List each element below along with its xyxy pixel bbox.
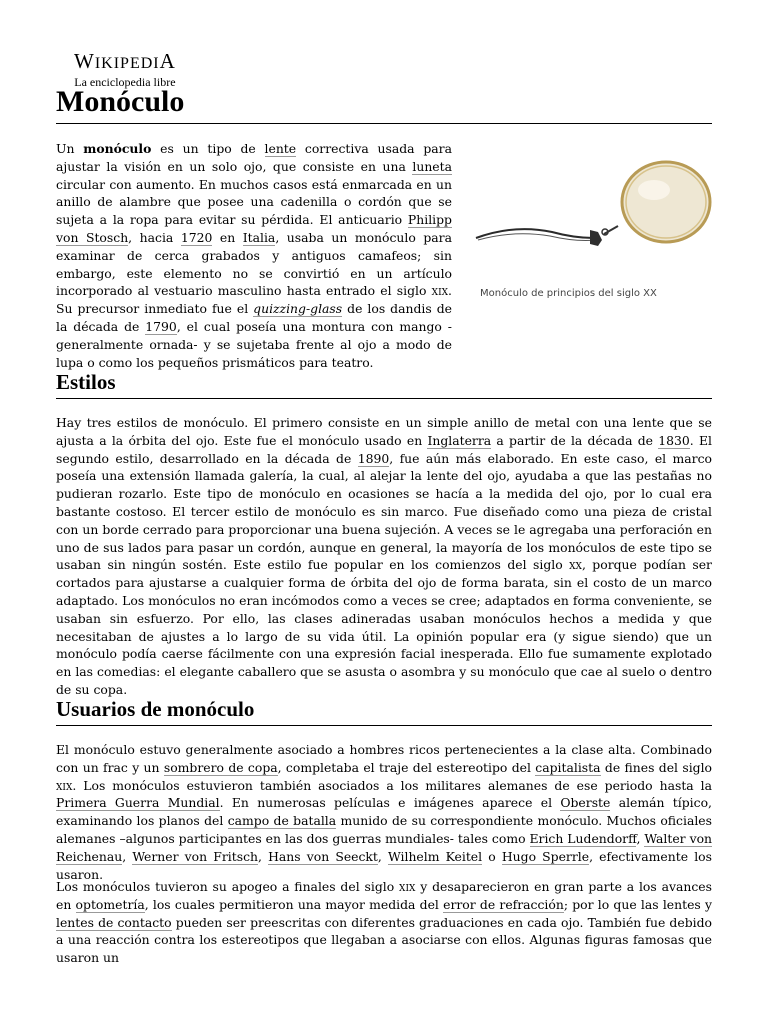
link-1890[interactable]: 1890 <box>357 450 390 466</box>
link-error-de-refraccion[interactable]: error de refracción <box>443 896 564 912</box>
estilos-paragraph: Hay tres estilos de monóculo. El primero consiste en un simple anillo de metal con una lente que se ajusta a la órbita del ojo. Este fue el monóculo usado en Inglaterra a partir de la década de 1830. El segundo estilo, desarrollado en la década de 1890, fue aún más elaborado. En este caso, el marco poseía una extensión llamada galería, la cual, al alejar la lente del ojo, ayudaba a que las pestañas no pudieran rozarlo. Este tipo de monóculo en ocasiones se hacía a la medida del ojo, por lo cual era bastante costoso. El tercer estilo de monóculo es sin marco. Fue diseñado como una pieza de cristal con un borde cerrado para proporcionar una buena sujeción. A veces se le agregaba una perforación en uno de sus lados para pasar un cordón, aunque en general, la mayoría de los monóculos de este tipo se usaban sin ningún sostén. Este estilo fue popular en los comienzos del siglo xx, porque podían ser cortados para ajustarse a cualquier forma de órbita del ojo de forma barata, sin el costo de un marco adaptado. Los monóculos no eran incómodos como a veces se cree; adaptados en forma conveniente, se usaban sin esfuerzo. Por ello, las clases adineradas usaban monóculos hechos a medida y que necesitaban de ajustes a lo largo de su vida útil. La opinión popular era (y sigue siendo) que un monóculo podía caerse fácilmente con una expresión facial inesperada. Ello fue sumamente explotado en las comedias: el elegante caballero que se asusta o asombra y su monóculo que cae al suelo o dentro de su copa. <box>56 415 713 697</box>
page-title: Monóculo <box>56 82 712 124</box>
link-walter-von-reichenau[interactable]: Walter von Reichenau <box>56 830 713 864</box>
section-heading-usuarios: Usuarios de monóculo <box>56 695 712 726</box>
link-hans-von-seeckt[interactable]: Hans von Seeckt <box>268 848 378 864</box>
link-werner-von-fritsch[interactable]: Werner von Fritsch <box>132 848 258 864</box>
link-campo-de-batalla[interactable]: campo de batalla <box>227 813 337 829</box>
section-heading-estilos: Estilos <box>56 368 712 399</box>
logo-tagline: La enciclopedia libre <box>74 75 176 89</box>
link-sombrero-de-copa[interactable]: sombrero de copa <box>163 759 278 775</box>
monocle-figure <box>474 160 712 299</box>
figure-caption: Monóculo de principios del siglo XX <box>480 288 657 299</box>
intro-paragraph: Un monóculo es un tipo de lente correctiva usada para ajustar la visión en un solo ojo, que consiste en una luneta circular con aumento. En muchos casos está enmarcada en un anillo de alambre que posee una cadenilla o cordón que se sujeta a la ropa para evitar su pérdida. El anticuario Philipp von Stosch, hacia 1720 en Italia, usaba un monóculo para examinar de cerca grabados y antiguos camafeos; sin embargo, este elemento no se convirtió en un artículo incorporado al vestuario masculino hasta entrado el siglo xix. Su precursor inmediato fue el quizzing-glass de los dandis de la década de 1790, el cual poseía una montura con mango -generalmente ornada- y se sujetaba frente al ojo a modo de lupa o como los pequeños prismáticos para teatro. <box>56 141 452 370</box>
logo-wordmark: WIKIPEDIA <box>74 49 176 73</box>
link-1790[interactable]: 1790 <box>145 318 177 334</box>
link-wilhelm-keitel[interactable]: Wilhelm Keitel <box>388 848 483 864</box>
link-primera-guerra-mundial[interactable]: Primera Guerra Mundial <box>56 795 220 811</box>
link-hugo-sperrle[interactable]: Hugo Sperrle <box>501 848 590 864</box>
usuarios-paragraph-1: El monóculo estuvo generalmente asociado a hombres ricos pertenecientes a la clase alta. Combinado con un frac y un sombrero de copa, completaba el traje del estereotipo del capitalista de fines del siglo xix. Los monóculos estuvieron también asociados a los militares alemanes de ese periodo hasta la Primera Guerra Mundial. En numerosas películas e imágenes aparece el Oberste alemán típico, examinando los planos del campo de batalla munido de su correspondiente monóculo. Muchos oficiales alemanes –algunos participantes en las dos guerras mundiales- tales como Erich Ludendorff, Walter von Reichenau, Werner von Fritsch, Hans von Seeckt, Wilhelm Keitel o Hugo Sperrle, efectivamente los usaron. <box>56 742 713 882</box>
link-1720[interactable]: 1720 <box>180 229 213 245</box>
link-optometria[interactable]: optometría <box>75 896 145 912</box>
monocle-image[interactable] <box>474 160 712 282</box>
term-bold: monóculo <box>83 141 152 156</box>
link-quizzing-glass[interactable]: quizzing-glass <box>253 301 343 317</box>
link-erich-ludendorff[interactable]: Erich Ludendorff <box>529 830 637 846</box>
link-capitalista[interactable]: capitalista <box>535 759 601 775</box>
link-lentes-de-contacto[interactable]: lentes de contacto <box>56 914 172 930</box>
usuarios-paragraph-2: Los monóculos tuvieron su apogeo a finales del siglo xix y desaparecieron en gran parte a los avances en optometría, los cuales permitieron una mayor medida del error de refracción; por lo que las lentes y lentes de contacto pueden ser preescritas con diferentes graduaciones en cada ojo. También fue debido a una reacción contra los estereotipos que llegaban a asociarse con ellos. Algunas figuras famosas que usaron un <box>56 879 712 966</box>
link-italia[interactable]: Italia <box>242 229 276 245</box>
link-lente[interactable]: lente <box>264 141 297 156</box>
link-1830[interactable]: 1830 <box>658 432 690 448</box>
link-philipp-von-stosch[interactable]: Philipp von Stosch <box>56 212 452 245</box>
link-oberste[interactable]: Oberste <box>560 795 611 811</box>
link-luneta[interactable]: luneta <box>412 158 452 174</box>
link-inglaterra[interactable]: Inglaterra <box>427 432 492 448</box>
